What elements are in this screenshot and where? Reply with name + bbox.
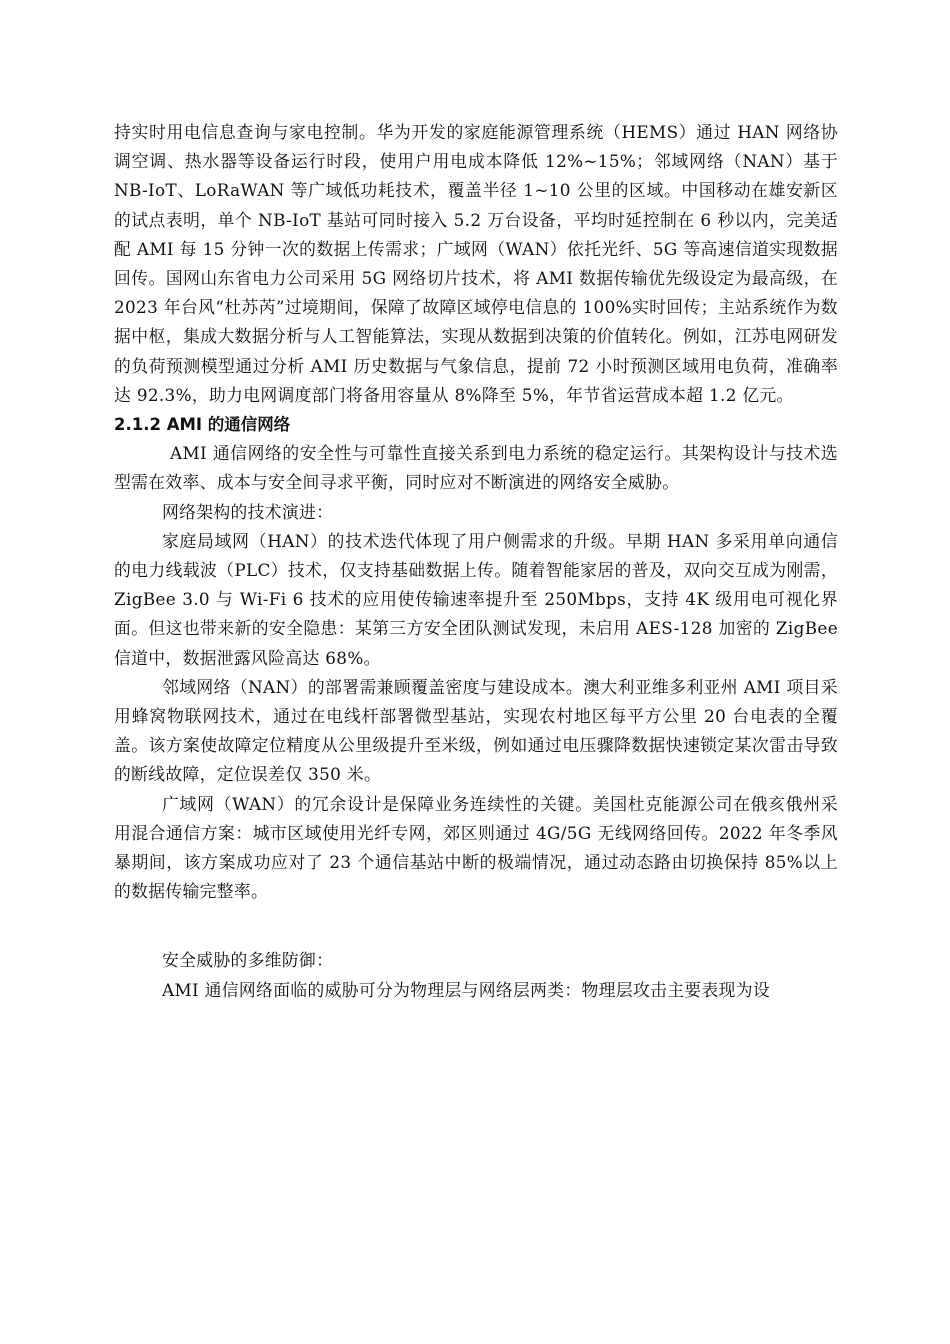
paragraph-wan: 广域网（WAN）的冗余设计是保障业务连续性的关键。美国杜克能源公司在俄亥俄州采用混合通信方案：城市区域使用光纤专网，郊区则通过 4G/5G 无线网络回传。2022 年冬季风暴期间，该方案成功应对了 23 个通信基站中断的极端情况，通过动态路由切换保持 85%以上的数据传输完整率。	[114, 793, 838, 902]
paragraph-threats: AMI 通信网络面临的威胁可分为物理层与网络层两类：物理层攻击主要表现为设	[162, 979, 770, 1000]
paragraph-continued: 持实时用电信息查询与家电控制。华为开发的家庭能源管理系统（HEMS）通过 HAN 网络协调空调、热水器等设备运行时段，使用户用电成本降低 12%~15%；邻域网络（NAN）基于 NB-IoT、LoRaWAN 等广域低功耗技术，覆盖半径 1~10 公里的区域。中国移动在雄安新区的试点表明，单个 NB-IoT 基站可同时接入 5.2 万台设备，平均时延控制在 6 秒以内，完美适配 AMI 每 15 分钟一次的数据上传需求；广域网（WAN）依托光纤、5G 等高速信道实现数据回传。国网山东省电力公司采用 5G 网络切片技术，将 AMI 数据传输优先级设定为最高级，在 2023 年台风“杜苏芮”过境期间，保障了故障区域停电信息的 100%实时回传；主站系统作为数据中枢，集成大数据分析与人工智能算法，实现从数据到决策的价值转化。例如，江苏电网研发的负荷预测模型通过分析 AMI 历史数据与气象信息，提前 72 小时预测区域用电负荷，准确率达 92.3%，助力电网调度部门将备用容量从 8%降至 5%，年节省运营成本超 1.2 亿元。	[114, 122, 838, 405]
subheading-architecture: 网络架构的技术演进：	[162, 501, 334, 522]
paragraph-nan: 邻域网络（NAN）的部署需兼顾覆盖密度与建设成本。澳大利亚维多利亚州 AMI 项目采用蜂窝物联网技术，通过在电线杆部署微型基站，实现农村地区每平方公里 20 台电表的全覆盖。该方案使故障定位精度从公里级提升至米级，例如通过电压骤降数据快速锁定某次雷击导致的断线故障，定位误差仅 350 米。	[114, 676, 838, 785]
paragraph-intro: AMI 通信网络的安全性与可靠性直接关系到电力系统的稳定运行。其架构设计与技术选型需在效率、成本与安全间寻求平衡，同时应对不断演进的网络安全威胁。	[114, 443, 838, 493]
blank-line	[114, 906, 838, 946]
section-heading: 2.1.2 AMI 的通信网络	[114, 415, 291, 435]
document-body	[114, 118, 838, 1005]
paragraph-han: 家庭局域网（HAN）的技术迭代体现了用户侧需求的升级。早期 HAN 多采用单向通信的电力线载波（PLC）技术，仅支持基础数据上传。随着智能家居的普及，双向交互成为刚需，ZigBee 3.0 与 Wi-Fi 6 技术的应用使传输速率提升至 250Mbps，支持 4K 级用电可视化界面。但这也带来新的安全隐患：某第三方安全团队测试发现，未启用 AES-128 加密的 ZigBee 信道中，数据泄露风险高达 68%。	[114, 530, 838, 668]
subheading-security: 安全威胁的多维防御：	[162, 950, 334, 971]
